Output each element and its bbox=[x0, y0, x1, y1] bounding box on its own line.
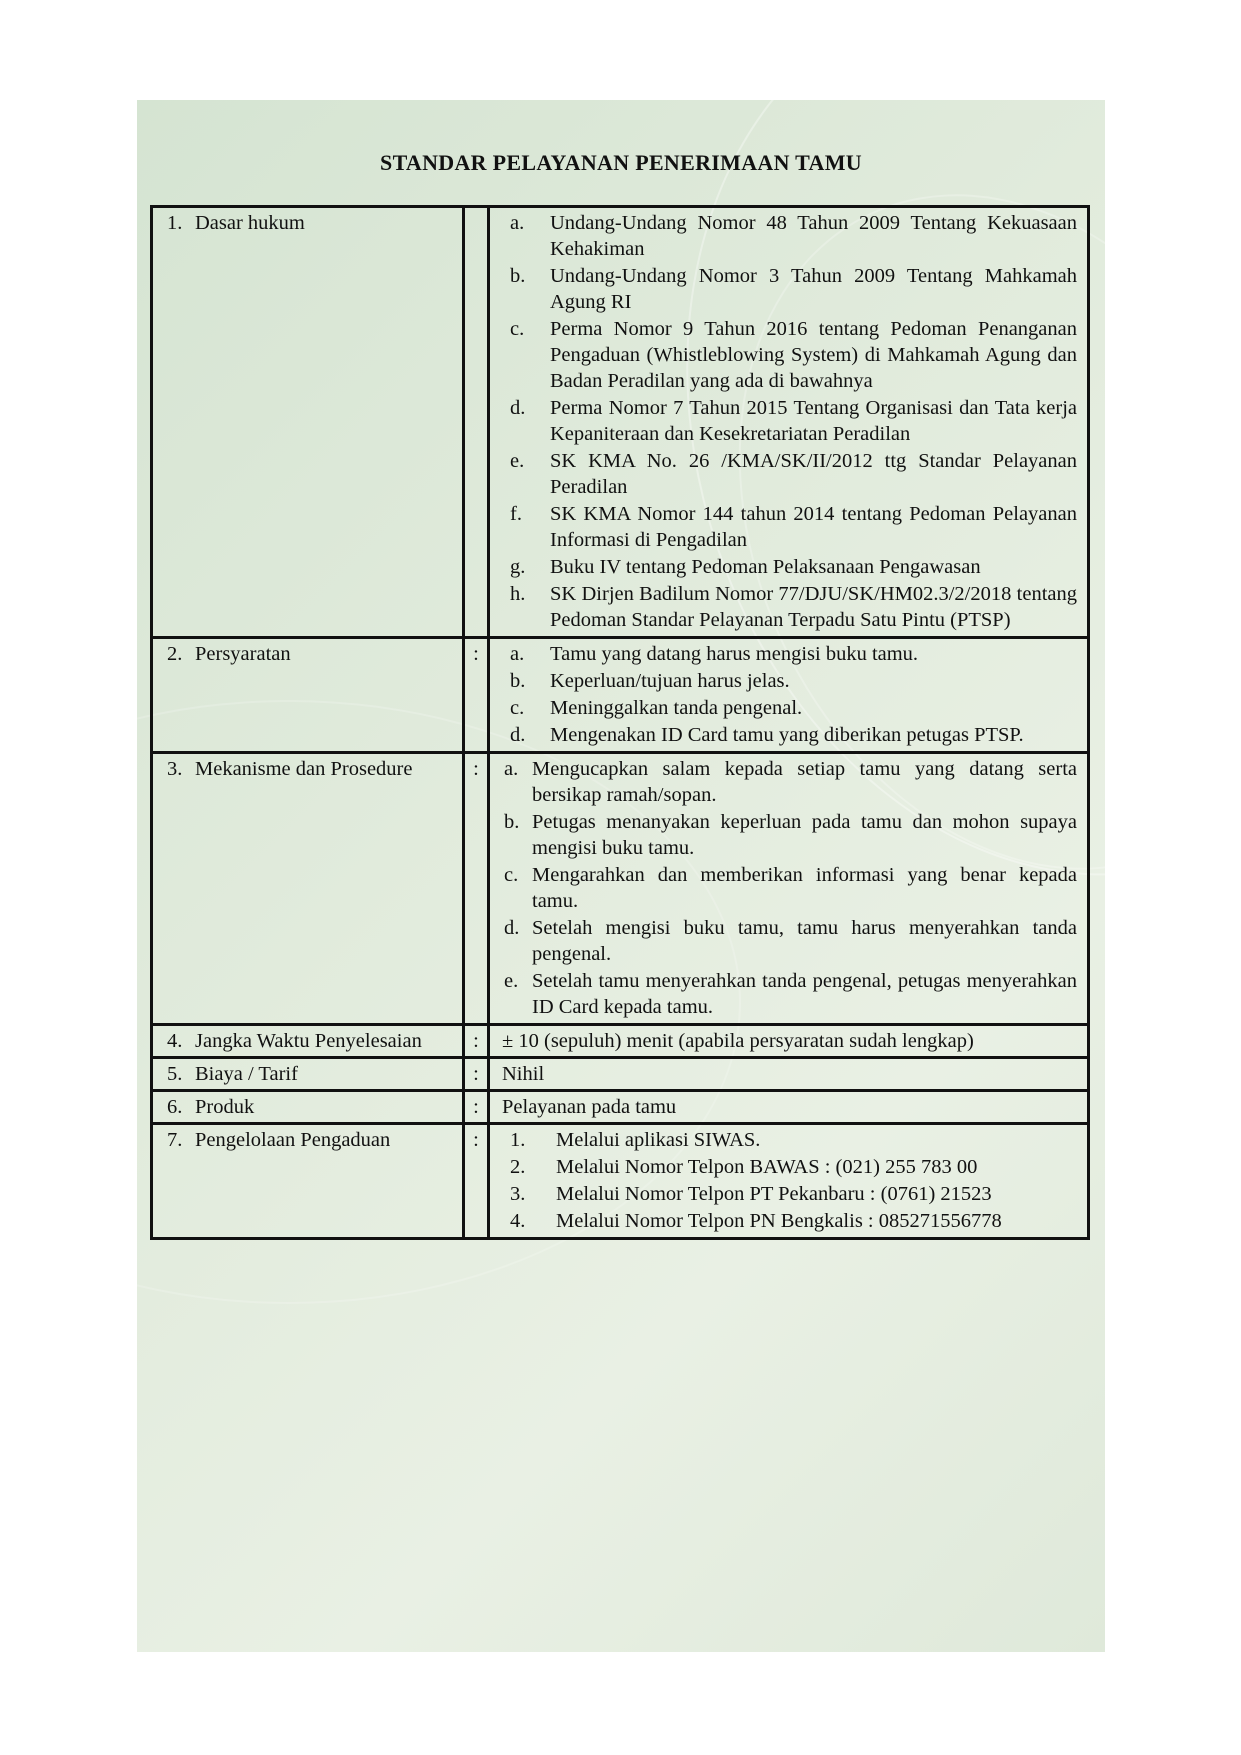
table-row bbox=[152, 638, 1089, 753]
row-label-cell bbox=[152, 1058, 464, 1091]
row-label-cell bbox=[152, 207, 464, 638]
row-number: 6. bbox=[167, 1096, 183, 1118]
row-label-cell bbox=[152, 638, 464, 753]
service-standard-table bbox=[150, 205, 1090, 1240]
row-number: 5. bbox=[167, 1063, 183, 1085]
list-item: a. Mengucapkan salam kepada setiap tamu yang datang serta bersikap ramah/sopan. bbox=[504, 758, 1077, 806]
row-value-cell: Nihil bbox=[489, 1058, 1089, 1091]
row-value-cell: Pelayanan pada tamu bbox=[489, 1091, 1089, 1124]
row-separator: : bbox=[464, 1025, 489, 1058]
row-label: Biaya / Tarif bbox=[195, 1063, 298, 1085]
table-row bbox=[152, 1058, 1089, 1091]
row-number: 3. bbox=[167, 758, 183, 780]
row-separator: : bbox=[464, 1091, 489, 1124]
list-item: d. Setelah mengisi buku tamu, tamu harus menyerahkan tanda pengenal. bbox=[504, 917, 1077, 965]
list-item: h. SK Dirjen Badilum Nomor 77/DJU/SK/HM02.3/2/2018 tentang Pedoman Standar Pelayanan Terpadu Satu Pintu (PTSP) bbox=[510, 583, 1077, 631]
row-label: Persyaratan bbox=[195, 643, 291, 665]
list-item: a. Undang-Undang Nomor 48 Tahun 2009 Tentang Kekuasaan Kehakiman bbox=[510, 212, 1077, 260]
row-separator: : bbox=[464, 638, 489, 753]
row-label: Jangka Waktu Penyelesaian bbox=[195, 1030, 422, 1052]
list-item: e. Setelah tamu menyerahkan tanda pengenal, petugas menyerahkan ID Card kepada tamu. bbox=[504, 970, 1077, 1018]
row-value-cell bbox=[489, 638, 1089, 753]
list-item: c. Perma Nomor 9 Tahun 2016 tentang Pedoman Penanganan Pengaduan (Whistleblowing System) di Mahkamah Agung dan Badan Peradilan yang ada di bawahnya bbox=[510, 318, 1077, 392]
list-item: 2. Melalui Nomor Telpon BAWAS : (021) 255 783 00 bbox=[510, 1156, 978, 1178]
row-number: 1. bbox=[167, 212, 183, 234]
list-item: 1. Melalui aplikasi SIWAS. bbox=[510, 1129, 761, 1151]
row-number: 4. bbox=[167, 1030, 183, 1052]
row-separator: : bbox=[464, 1058, 489, 1091]
row-label: Dasar hukum bbox=[195, 212, 305, 234]
row-separator: : bbox=[464, 1124, 489, 1239]
table-row bbox=[152, 1091, 1089, 1124]
list-item: c. Meninggalkan tanda pengenal. bbox=[510, 697, 803, 719]
list-item: d. Mengenakan ID Card tamu yang diberikan petugas PTSP. bbox=[510, 724, 1024, 746]
row-value-cell: ± 10 (sepuluh) menit (apabila persyaratan sudah lengkap) bbox=[489, 1025, 1089, 1058]
row-label: Mekanisme dan Prosedure bbox=[195, 758, 413, 780]
row-label-cell bbox=[152, 1124, 464, 1239]
row-value-cell bbox=[489, 753, 1089, 1025]
list-item: 4. Melalui Nomor Telpon PN Bengkalis : 085271556778 bbox=[510, 1210, 1002, 1232]
row-label-cell bbox=[152, 1025, 464, 1058]
list-item: b. Undang-Undang Nomor 3 Tahun 2009 Tentang Mahkamah Agung RI bbox=[510, 265, 1077, 313]
row-number: 2. bbox=[167, 643, 183, 665]
row-label-cell bbox=[152, 753, 464, 1025]
list-item: b. Keperluan/tujuan harus jelas. bbox=[510, 670, 790, 692]
row-label: Pengelolaan Pengaduan bbox=[195, 1129, 391, 1151]
table-row bbox=[152, 207, 1089, 638]
row-value-cell bbox=[489, 1124, 1089, 1239]
table-row bbox=[152, 1124, 1089, 1239]
list-item: f. SK KMA Nomor 144 tahun 2014 tentang Pedoman Pelayanan Informasi di Pengadilan bbox=[510, 503, 1077, 551]
list-item: 3. Melalui Nomor Telpon PT Pekanbaru : (0761) 21523 bbox=[510, 1183, 992, 1205]
list-item: c. Mengarahkan dan memberikan informasi yang benar kepada tamu. bbox=[504, 864, 1077, 912]
row-separator bbox=[464, 207, 489, 638]
row-label-cell bbox=[152, 1091, 464, 1124]
list-item: g. Buku IV tentang Pedoman Pelaksanaan Pengawasan bbox=[510, 556, 981, 578]
list-item: b. Petugas menanyakan keperluan pada tamu dan mohon supaya mengisi buku tamu. bbox=[504, 811, 1077, 859]
table-row bbox=[152, 753, 1089, 1025]
row-separator: : bbox=[464, 753, 489, 1025]
row-value-cell bbox=[489, 207, 1089, 638]
document-title: STANDAR PELAYANAN PENERIMAAN TAMU bbox=[380, 150, 862, 175]
list-item: e. SK KMA No. 26 /KMA/SK/II/2012 ttg Standar Pelayanan Peradilan bbox=[510, 450, 1077, 498]
list-item: d. Perma Nomor 7 Tahun 2015 Tentang Organisasi dan Tata kerja Kepaniteraan dan Kesekretariatan Peradilan bbox=[510, 397, 1077, 445]
row-label: Produk bbox=[195, 1096, 255, 1118]
row-number: 7. bbox=[167, 1129, 183, 1151]
table-row bbox=[152, 1025, 1089, 1058]
list-item: a. Tamu yang datang harus mengisi buku tamu. bbox=[510, 643, 919, 665]
